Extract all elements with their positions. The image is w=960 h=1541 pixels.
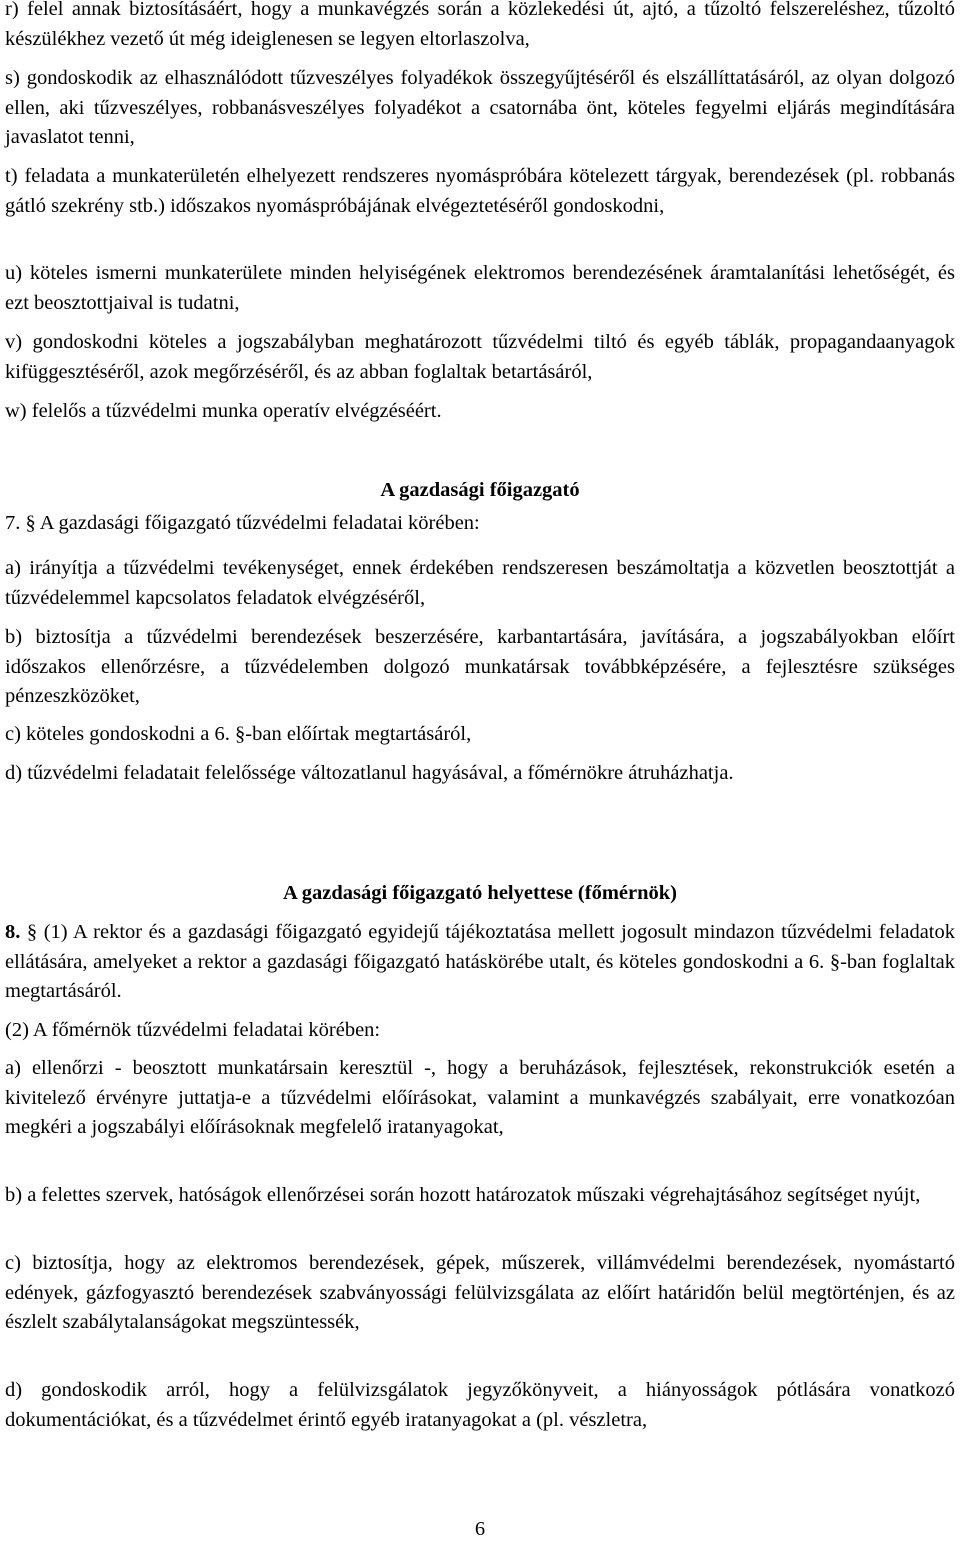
section-8-para-2-intro: (2) A főmérnök tűzvédelmi feladatai körében: bbox=[5, 1019, 381, 1041]
document-page bbox=[5, 0, 955, 1537]
list-item-s: s) gondoskodik az elhasználódott tűzveszélyes folyadékok összegyűjtéséről és elszállíttatásáról, az olyan dolgozó ellen, aki tűzveszélyes, robbanásveszélyes folyadékot a csatornába önt, köteles fegyelmi eljárás megindítására javaslatot tenni, bbox=[5, 67, 955, 148]
section-8-number: 8. bbox=[5, 921, 21, 943]
section-8-item-b: b) a felettes szervek, hatóságok ellenőrzései során hozott határozatok műszaki végrehajtásához segítséget nyújt, bbox=[5, 1184, 921, 1206]
list-item-r: r) felel annak biztosításáért, hogy a munkavégzés során a közlekedési út, ajtó, a tűzoltó felszereléshez, tűzoltó készülékhez vezető út még ideiglenesen se legyen eltorlaszolva, bbox=[5, 0, 955, 50]
list-item-v: v) gondoskodni köteles a jogszabályban meghatározott tűzvédelmi tiltó és egyéb táblák, propagandaanyagok kifüggesztéséről, azok megőrzéséről, és az abban foglaltak betartásáról, bbox=[5, 331, 955, 383]
section-8-sign: § bbox=[26, 921, 38, 943]
section-8-item-a: a) ellenőrzi - beosztott munkatársain keresztül -, hogy a beruházások, fejlesztések, rekonstrukciók esetén a kivitelező érvényre juttatja-e a tűzvédelmi előírásokat, valamint a munkavégzés szabályait, erre vonatkozóan megkéri a jogszabályi előírásoknak megfelelő iratanyagokat, bbox=[5, 1057, 955, 1138]
section-7-item-a: a) irányítja a tűzvédelmi tevékenységet, ennek érdekében rendszeresen beszámoltatja a közvetlen beosztottját a tűzvédelemmel kapcsolatos feladatok elvégzéséről, bbox=[5, 557, 955, 609]
section-7-item-d: d) tűzvédelmi feladatait felelőssége változatlanul hagyásával, a főmérnökre átruházhatja. bbox=[5, 762, 734, 784]
section-8-para-1-text: (1) A rektor és a gazdasági főigazgató egyidejű tájékoztatása mellett jogosult mindazon tűzvédelmi feladatok ellátására, amelyeket a rektor a gazdasági főigazgató hatáskörébe utalt, és köteles gondoskodni a 6. §-ban foglaltak megtartásáról. bbox=[5, 921, 956, 1002]
section-7-item-b: b) biztosítja a tűzvédelmi berendezések beszerzésére, karbantartására, javítására, a jogszabályokban előírt időszakos ellenőrzésre, a tűzvédelemben dolgozó munkatársak továbbképzésére, a fejlesztésre szükséges pénzeszközöket, bbox=[5, 626, 955, 707]
section-7-intro-text: A gazdasági főigazgató tűzvédelmi feladatai körében: bbox=[39, 512, 480, 534]
section-7-heading: A gazdasági főigazgató bbox=[380, 479, 580, 501]
section-8-heading: A gazdasági főigazgató helyettese (főmérnök) bbox=[283, 882, 677, 904]
list-item-u: u) köteles ismerni munkaterülete minden helyiségének elektromos berendezésének áramtalanítási lehetőségét, és ezt beosztottjaival is tudatni, bbox=[5, 262, 955, 314]
page-number: 6 bbox=[474, 1518, 486, 1540]
section-8-item-d: d) gondoskodik arról, hogy a felülvizsgálatok jegyzőkönyveit, a hiányosságok pótlására vonatkozó dokumentációkat, és a tűzvédelmet érintő egyéb iratanyagokat a (pl. vészletra, bbox=[5, 1379, 955, 1431]
section-7-intro bbox=[5, 509, 955, 539]
section-7-number: 7. § bbox=[5, 512, 36, 534]
section-8-para-1 bbox=[5, 918, 955, 1007]
list-item-w: w) felelős a tűzvédelmi munka operatív elvégzéséért. bbox=[5, 400, 442, 422]
list-item-t: t) feladata a munkaterületén elhelyezett rendszeres nyomáspróbára kötelezett tárgyak, berendezések (pl. robbanás gátló szekrény stb.) időszakos nyomáspróbájának elvégeztetéséről gondoskodni, bbox=[5, 165, 955, 217]
section-7-item-c: c) köteles gondoskodni a 6. §-ban előírtak megtartásáról, bbox=[5, 723, 472, 745]
section-8-item-c: c) biztosítja, hogy az elektromos berendezések, gépek, műszerek, villámvédelmi berendezések, nyomástartó edények, gázfogyasztó berendezések szabványossági felülvizsgálata az előírt határidőn belül megtörténjen, és az észlelt szabálytalanságokat megszüntessék, bbox=[5, 1252, 955, 1333]
